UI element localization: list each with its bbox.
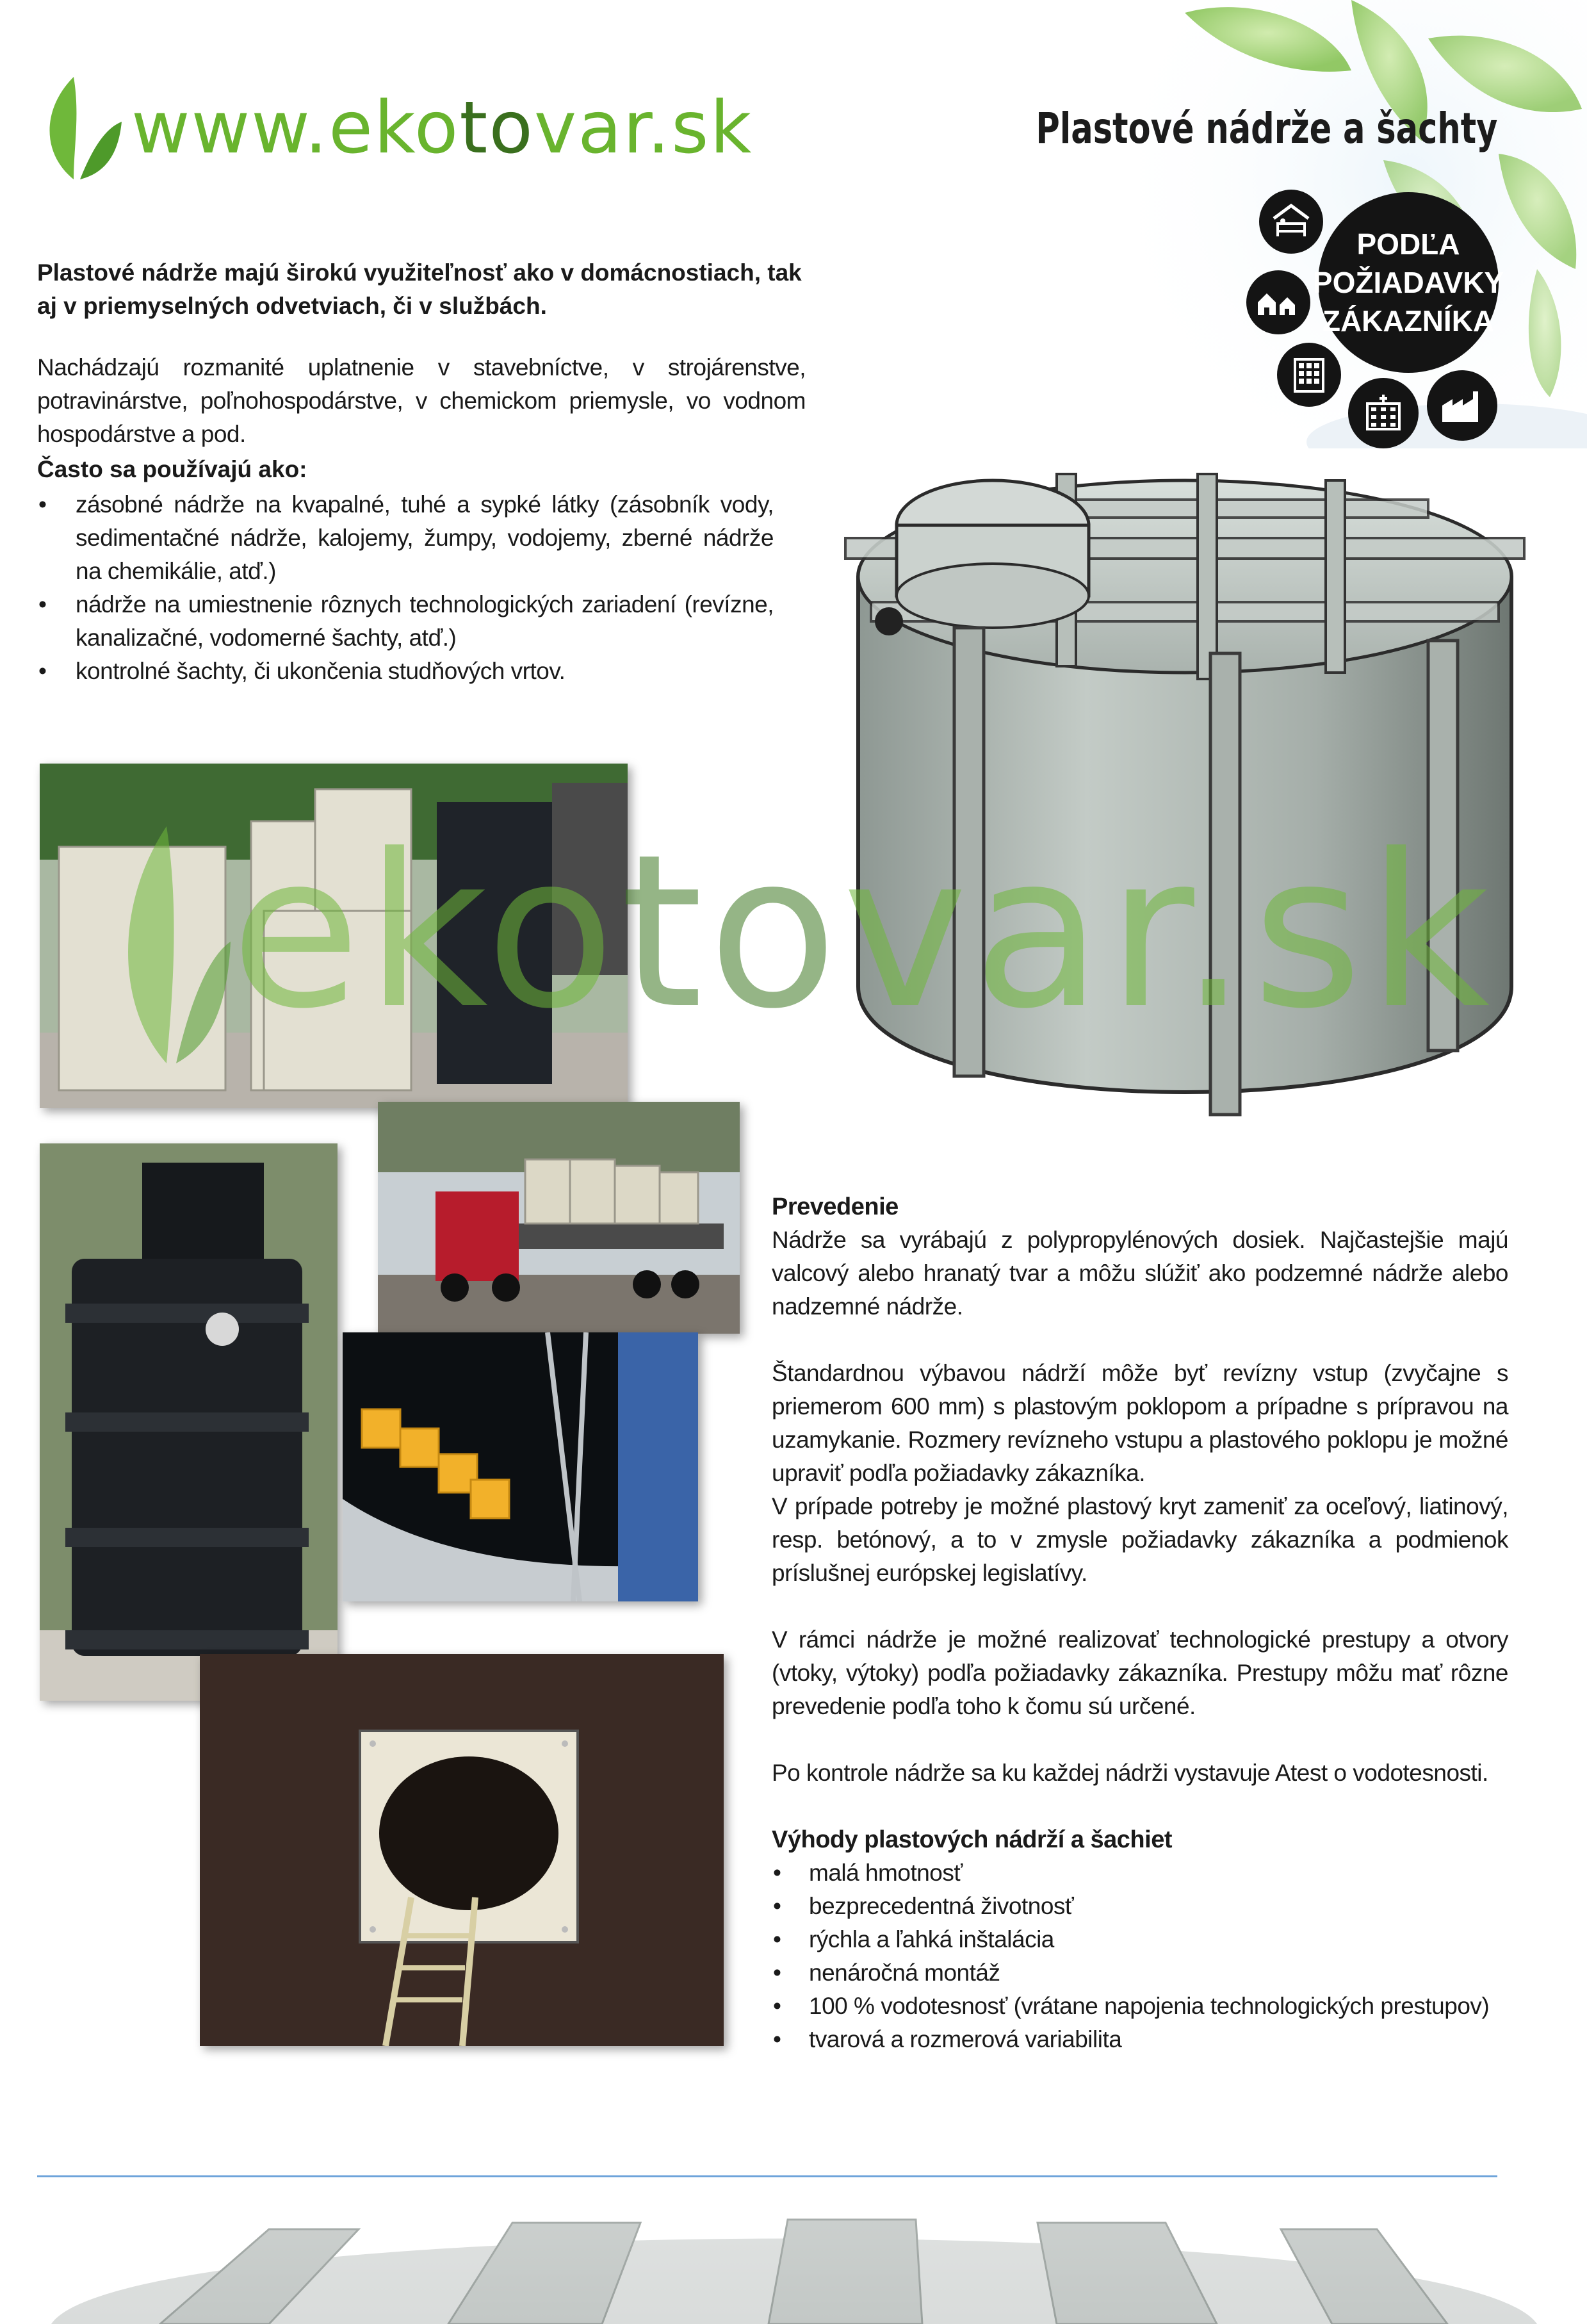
logo-text: www.ekotovar.sk xyxy=(131,86,753,170)
bed-icon xyxy=(1259,190,1323,254)
uses-heading: Často sa používajú ako: xyxy=(37,456,307,482)
list-item: • kontrolné šachty, či ukončenia studňových vrtov. xyxy=(37,655,774,688)
uses-list xyxy=(37,488,774,688)
list-item: • rýchla a ľahká inštalácia xyxy=(772,1923,1508,1956)
watermark-text: ekotovar.sk xyxy=(231,809,1495,1055)
list-item: • nenáročná montáž xyxy=(772,1956,1508,1990)
paragraph: V rámci nádrže je možné realizovať technologické prestupy a otvory (vtoky, výtoky) podľa požiadavky zákazníka. Prestupy môžu mať rôzne prevedenie podľa toho k čomu sú určené. xyxy=(772,1626,1508,1719)
customer-requirement-badge: PODĽA POŽIADAVKY ZÁKAZNÍKA xyxy=(1318,192,1499,373)
list-item: • malá hmotnosť xyxy=(772,1856,1508,1890)
black-shaft-photo xyxy=(40,1143,338,1701)
paragraph: Po kontrole nádrže sa ku každej nádrži vystavuje Atest o vodotesnosti. xyxy=(772,1760,1488,1786)
building-icon xyxy=(1277,343,1341,407)
page-title: Plastové nádrže a šachty xyxy=(1035,104,1497,153)
intro-bold-text: Plastové nádrže majú širokú využiteľnosť ako v domácnostiach, tak aj v priemyselných odvetviach, či v službách. xyxy=(37,259,802,319)
list-item: • bezprecedentná životnosť xyxy=(772,1890,1508,1923)
intro-text: Nachádzajú rozmanité uplatnenie v stavebníctve, v strojárenstve, potravinárstve, poľnohospodárstve, v chemickom priemysle, vo vodnom hospodárstve a pod. xyxy=(37,354,806,447)
inspection-opening-photo xyxy=(200,1654,724,2046)
paragraph: Štandardnou výbavou nádrží môže byť revízny vstup (zvyčajne s priemerom 600 mm) s plastovým poklopom a prípadne s prípravou na uzamykanie. Rozmery revízneho vstupu a plastového poklopu je možné upraviť podľa požiadavky zákazníka. xyxy=(772,1360,1508,1486)
footer-divider xyxy=(37,2175,1497,2177)
prevedenie-section xyxy=(772,1190,1508,2056)
advantages-list xyxy=(772,1856,1508,2056)
leaf-logo-icon xyxy=(35,70,125,186)
brand-logo[interactable] xyxy=(35,70,804,186)
tanks-outdoor-photo xyxy=(40,764,628,1108)
list-item: • tvarová a rozmerová variabilita xyxy=(772,2023,1508,2056)
tank-interior-photo xyxy=(343,1332,698,1601)
list-item: • nádrže na umiestnenie rôznych technologických zariadení (revízne, kanalizačné, vodomerné šachty, atď.) xyxy=(37,588,774,655)
paragraph: Nádrže sa vyrábajú z polypropylénových dosiek. Najčastejšie majú valcový alebo hranatý tvar a môžu slúžiť ako podzemné nádrže alebo nadzemné nádrže. xyxy=(772,1227,1508,1320)
prevedenie-heading: Prevedenie xyxy=(772,1193,899,1220)
list-item: • 100 % vodotesnosť (vrátane napojenia technologických prestupov) xyxy=(772,1990,1508,2023)
tank-illustration xyxy=(801,410,1569,1140)
bottom-tank-decoration xyxy=(0,2082,1587,2324)
paragraph: V prípade potreby je možné plastový kryt zameniť za oceľový, liatinový, resp. betónový, a to v zmysle požiadavky zákazníka a podmienok príslušnej európskej legislatívy. xyxy=(772,1493,1508,1586)
truck-transport-photo xyxy=(378,1102,740,1334)
advantages-heading: Výhody plastových nádrží a šachiet xyxy=(772,1826,1172,1853)
houses-icon xyxy=(1246,270,1310,334)
list-item: • zásobné nádrže na kvapalné, tuhé a sypké látky (zásobník vody, sedimentačné nádrže, kalojemy, žumpy, vodojemy, zberné nádrže na chemikálie, atď.) xyxy=(37,488,774,588)
